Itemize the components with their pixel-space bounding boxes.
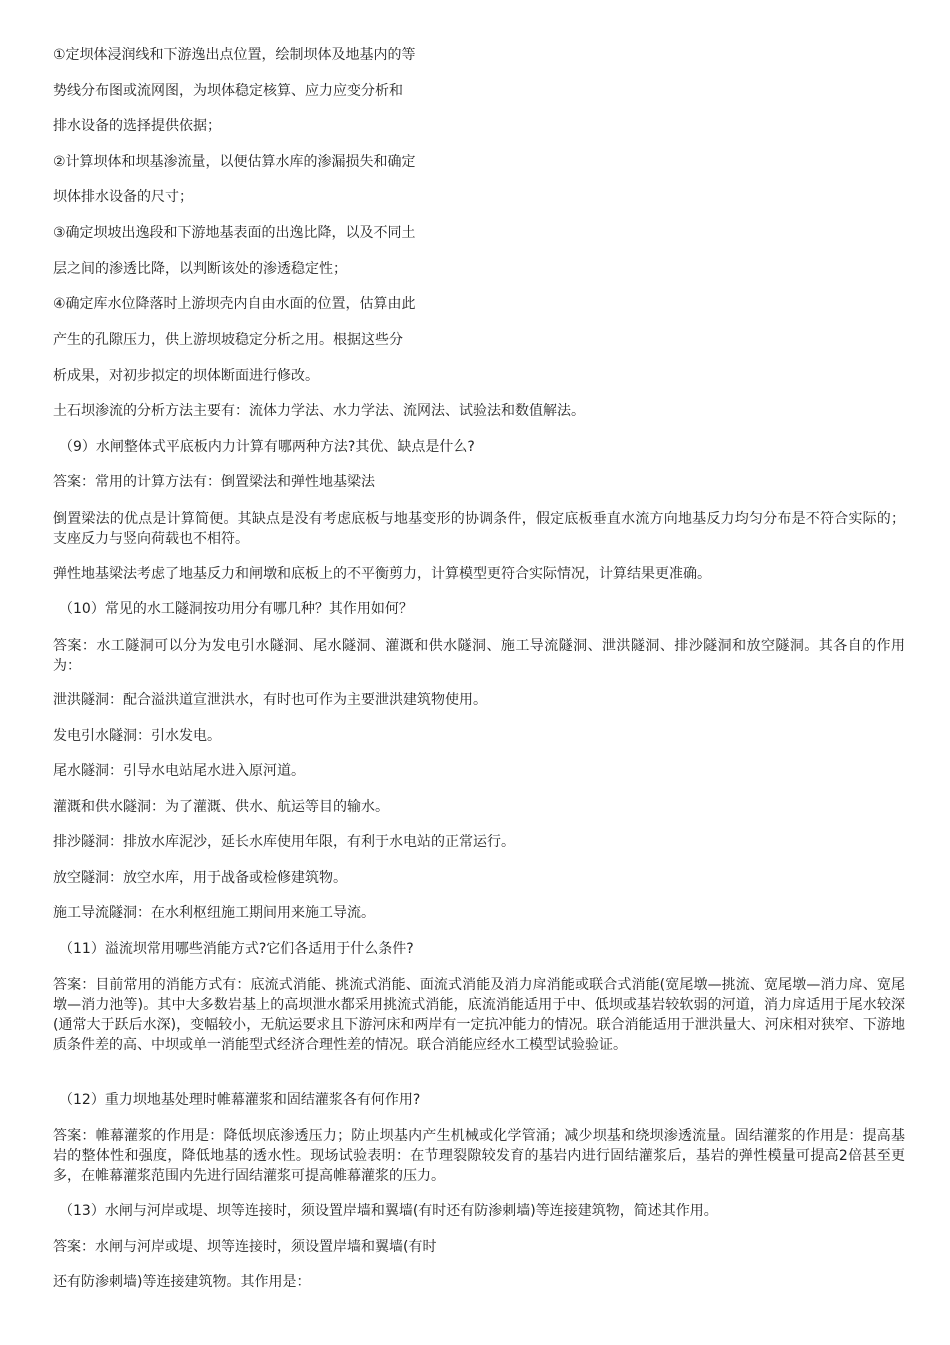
- text-line: 施工导流隧洞：在水利枢纽施工期间用来施工导流。: [53, 905, 375, 921]
- text-line: ②计算坝体和坝基渗流量，以便估算水库的渗漏损失和确定: [53, 154, 416, 170]
- text-line: 产生的孔隙压力，供上游坝坡稳定分析之用。根据这些分: [53, 332, 403, 348]
- text-line: ③确定坝坡出逸段和下游地基表面的出逸比降，以及不同土: [53, 225, 416, 241]
- text-line: 尾水隧洞：引导水电站尾水进入原河道。: [53, 763, 305, 779]
- text-line: 排沙隧洞：排放水库泥沙，延长水库使用年限，有利于水电站的正常运行。: [53, 834, 515, 850]
- text-line: 发电引水隧洞：引水发电。: [53, 728, 221, 744]
- text-line: 排水设备的选择提供依据；: [53, 118, 221, 134]
- question-heading: （11）溢流坝常用哪些消能方式?它们各适用于什么条件?: [59, 941, 414, 957]
- question-heading: （9）水闸整体式平底板内力计算有哪两种方法?其优、缺点是什么?: [59, 439, 475, 455]
- answer-paragraph: 答案：目前常用的消能方式有：底流式消能、挑流式消能、面流式消能及消力戽消能或联合式消能(宽尾墩—挑流、宽尾墩—消力戽、宽尾墩—消力池等)。其中大多数岩基上的高坝泄水都采用挑流式消能，底流消能适用于中、低坝或基岩较软弱的河道，消力戽适用于尾水较深(通常大于跃后水深)，变幅较小，无航运要求且下游河床和两岸有一定抗冲能力的情况。联合消能适用于泄洪量大、河床相对狭窄、下游地质条件差的高、中坝或单一消能型式经济合理性差的情况。联合消能应经水工模型试验验证。: [53, 977, 905, 1053]
- question-heading: （13）水闸与河岸或堤、坝等连接时，须设置岸墙和翼墙(有时还有防渗刺墙)等连接建筑物，简述其作用。: [59, 1203, 718, 1219]
- question-heading: （12）重力坝地基处理时帷幕灌浆和固结灌浆各有何作用?: [59, 1092, 421, 1108]
- text-line: 灌溉和供水隧洞：为了灌溉、供水、航运等目的输水。: [53, 799, 389, 815]
- text-line: 还有防渗刺墙)等连接建筑物。其作用是：: [53, 1274, 311, 1290]
- text-line: ①定坝体浸润线和下游逸出点位置，绘制坝体及地基内的等: [53, 47, 416, 63]
- answer-line: 答案：水闸与河岸或堤、坝等连接时，须设置岸墙和翼墙(有时: [53, 1239, 437, 1255]
- text-line: 泄洪隧洞：配合溢洪道宣泄洪水，有时也可作为主要泄洪建筑物使用。: [53, 692, 487, 708]
- paragraph: 倒置梁法的优点是计算简便。其缺点是没有考虑底板与地基变形的协调条件，假定底板垂直水流方向地基反力均匀分布是不符合实际的；支座反力与竖向荷载也不相符。: [53, 511, 905, 547]
- summary-line: 土石坝渗流的分析方法主要有：流体力学法、水力学法、流网法、试验法和数值解法。: [53, 403, 585, 419]
- text-line: ④确定库水位降落时上游坝壳内自由水面的位置，估算由此: [53, 296, 416, 312]
- paragraph: 弹性地基梁法考虑了地基反力和闸墩和底板上的不平衡剪力，计算模型更符合实际情况，计算结果更准确。: [53, 566, 711, 582]
- question-heading: （10）常见的水工隧洞按功用分有哪几种？其作用如何？: [59, 601, 413, 617]
- text-line: 析成果，对初步拟定的坝体断面进行修改。: [53, 368, 319, 384]
- text-line: 放空隧洞：放空水库，用于战备或检修建筑物。: [53, 870, 347, 886]
- answer-paragraph: 答案：帷幕灌浆的作用是：降低坝底渗透压力；防止坝基内产生机械或化学管涌；减少坝基和绕坝渗透流量。固结灌浆的作用是：提高基岩的整体性和强度，降低地基的透水性。现场试验表明：在节理裂隙较发育的基岩内进行固结灌浆后，基岩的弹性模量可提高2倍甚至更多，在帷幕灌浆范围内先进行固结灌浆可提高帷幕灌浆的压力。: [53, 1128, 905, 1184]
- text-line: 层之间的渗透比降，以判断该处的渗透稳定性；: [53, 261, 347, 277]
- text-line: 势线分布图或流网图，为坝体稳定核算、应力应变分析和: [53, 83, 403, 99]
- answer-line: 答案：常用的计算方法有：倒置梁法和弹性地基梁法: [53, 474, 375, 490]
- answer-paragraph: 答案：水工隧洞可以分为发电引水隧洞、尾水隧洞、灌溉和供水隧洞、施工导流隧洞、泄洪隧洞、排沙隧洞和放空隧洞。其各自的作用为：: [53, 638, 905, 674]
- text-line: 坝体排水设备的尺寸；: [53, 189, 193, 205]
